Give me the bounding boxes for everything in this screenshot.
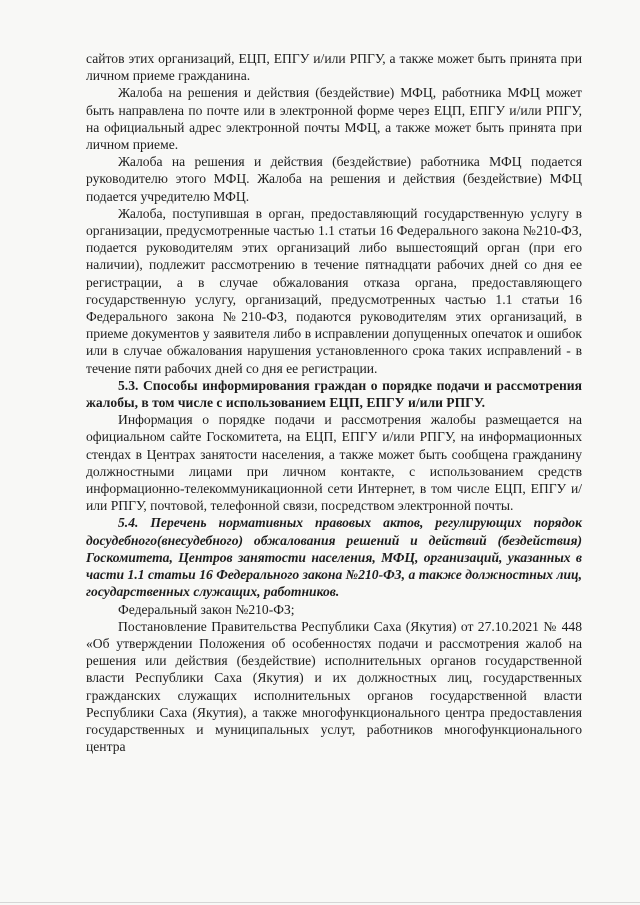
paragraph-3: Жалоба на решения и действия (бездействие) работника МФЦ подается руководителю этого МФЦ. Жалоба на решения и действия (бездействие) МФЦ подается учредителю МФЦ.: [86, 154, 582, 204]
paragraph-7: Постановление Правительства Республики Саха (Якутия) от 27.10.2021 № 448 «Об утверждении Положения об особенностях подачи и рассмотрения жалоб на решения или действия (бездействие) исполнительных органов государственной власти Республики Саха (Якутия) и их должностных лиц, государственных гражданских служащих исполнительных органов государственной власти Республики Саха (Якутия), а также многофункционального центра предоставления государственных и муниципальных услут, работников многофункционального центра: [86, 618, 582, 755]
section-heading-5-4: 5.4. Перечень нормативных правовых актов, регулирующих порядок досудебного(внесудебного) обжалования решений и действий (бездействия) Госкомитета, Центров занятости населения, МФЦ, организаций, указанных в части 1.1 статьи 16 Федерального закона №210-ФЗ, а также должностных лиц, государственных служащих, работников.: [86, 515, 582, 600]
page-bottom-divider: [0, 902, 640, 903]
section-heading-5-3: 5.3. Способы информирования граждан о порядке подачи и рассмотрения жалобы, в том числе с использованием ЕЦП, ЕПГУ и/или РПГУ.: [86, 377, 582, 411]
paragraph-2: Жалоба на решения и действия (бездействие) МФЦ, работника МФЦ может быть направлена по почте или в электронной форме через ЕЦП, ЕПГУ и/или РПГУ, на официальный адрес электронной почты МФЦ, а также может быть принята при личном приеме.: [86, 85, 582, 153]
paragraph-1: сайтов этих организаций, ЕЦП, ЕПГУ и/или РПГУ, а также может быть принята при личном приеме гражданина.: [86, 51, 582, 84]
paragraph-6: Федеральный закон №210-ФЗ;: [118, 601, 295, 617]
paragraph-4: Жалоба, поступившая в орган, предоставляющий государственную услугу в организации, предусмотренные частью 1.1 статьи 16 Федерального закона №210-ФЗ, подается руководителям этих организаций либо вышестоящий орган (при его наличии), подлежит рассмотрению в течение пятнадцати рабочих дней со дня ее регистрации, а в случае обжалования отказа органа, предоставляющего государственную услугу, организаций, предусмотренных частью 1.1 статьи 16 Федерального закона №210-ФЗ, подаются руководителям этих организаций, в приеме документов у заявителя либо в исправлении допущенных опечаток и ошибок или в случае обжалования нарушения установленного срока таких исправлений - в течение пяти рабочих дней со дня ее регистрации.: [86, 205, 582, 376]
paragraph-5: Информация о порядке подачи и рассмотрения жалобы размещается на официальном сайте Госкомитета, на ЕЦП, ЕПГУ и/или РПГУ, на информационных стендах в Центрах занятости населения, а также может быть сообщена гражданину должностными лицами при личном контакте, с использованием средств информационно-телекоммуникационной сети Интернет, в том числе ЕЦП, ЕПГУ и/или РПГУ, почтовой, телефонной связи, посредством электронной почты.: [86, 412, 582, 514]
